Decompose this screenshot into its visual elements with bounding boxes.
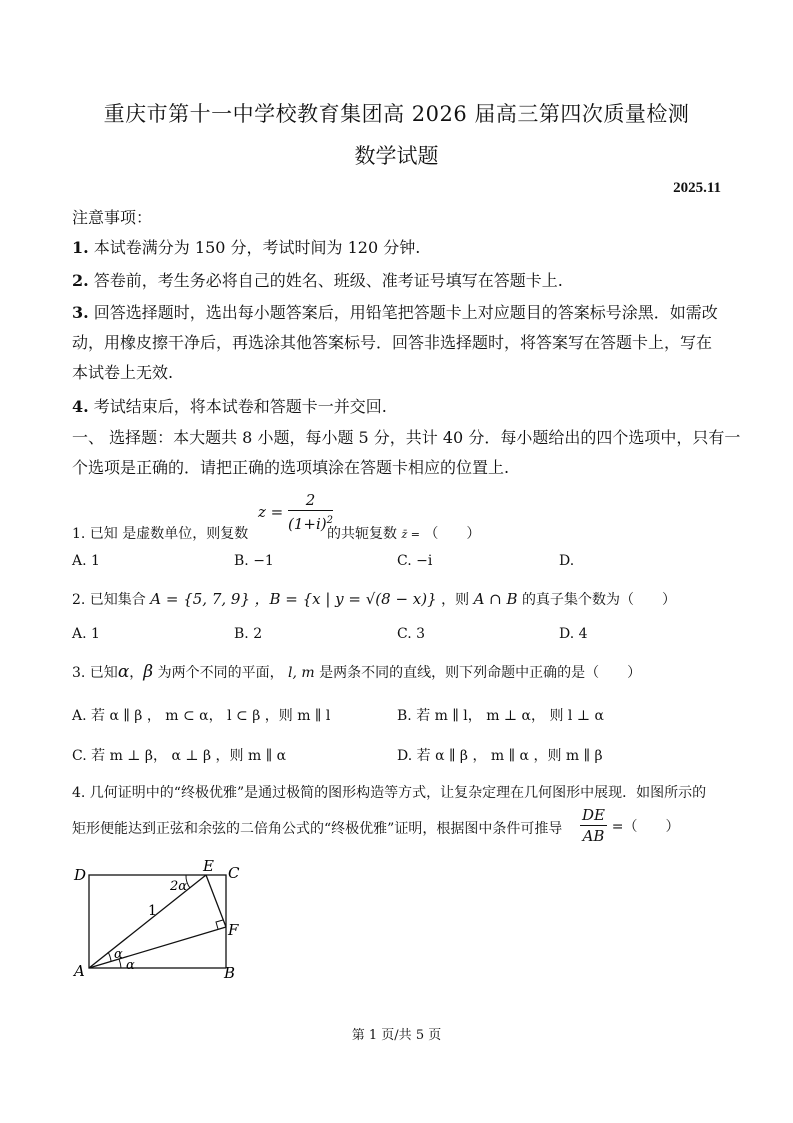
q1-option-d: D.: [559, 553, 575, 569]
q2-middle: ，则: [441, 592, 470, 608]
segment-ef: [206, 875, 226, 927]
exam-date: 2025.11: [673, 180, 721, 196]
label-b: B: [224, 964, 236, 982]
q3-option-d: D. 若 α ∥ β ， m ∥ α ，则 m ∥ β: [397, 748, 603, 764]
q1-formula: [258, 490, 333, 534]
label-e: E: [203, 858, 214, 875]
note-number: 2.: [72, 271, 89, 290]
label-c: C: [228, 864, 240, 882]
q1-den-base: (1+i): [288, 515, 327, 533]
segment-ae: [89, 875, 206, 968]
q2-intersection: A ∩ B: [473, 590, 518, 608]
note-item-3-line3: 本试卷上无效.: [72, 363, 174, 382]
q3-text-b: 为两个不同的平面，: [157, 665, 284, 681]
q3-option-a: A. 若 α ∥ β ， m ⊂ α， l ⊂ β ，则 m ∥ l: [72, 708, 331, 724]
label-alpha-2: α: [126, 958, 135, 973]
q3-option-c: C. 若 m ⊥ β， α ⊥ β ，则 m ∥ α: [72, 748, 287, 764]
q1-suffix: [327, 523, 480, 543]
q3-comma: ，: [129, 665, 144, 681]
geometry-figure: [66, 858, 256, 988]
q1-prefix: 1. 已知 是虚数单位，则复数: [72, 526, 249, 542]
label-d: D: [74, 866, 87, 884]
note-item-3-line2: 动，用橡皮擦干净后，再选涂其他答案标号．回答非选择题时，将答案写在答题卡上，写在: [72, 333, 713, 352]
q1-fraction-num: 2: [288, 490, 333, 511]
label-2alpha: 2α: [170, 879, 188, 894]
label-a: A: [74, 962, 85, 980]
notes-heading: 注意事项：: [72, 208, 153, 227]
note-item-3: [72, 298, 718, 327]
label-length-1: 1: [148, 903, 157, 919]
q3-text-c: 是两条不同的直线，则下列命题中正确的是（ ）: [319, 665, 642, 681]
q3-stem: [72, 662, 641, 682]
q2-option-c: C. 3: [397, 626, 426, 642]
q2-option-a: A. 1: [72, 626, 100, 642]
segment-af: [89, 927, 226, 968]
note-text: 答卷前，考生务必将自己的姓名、班级、准考证号填写在答题卡上.: [93, 271, 563, 290]
q3-lm: l, m: [288, 665, 315, 681]
q1-suffix-text: 的共轭复数: [327, 526, 397, 542]
note-item-1: [72, 233, 420, 262]
note-number: 1.: [72, 238, 89, 257]
q2-option-b: B. 2: [234, 626, 263, 642]
q1-den-exp: 2: [326, 515, 334, 526]
q2-set-a: A = {5, 7, 9}: [150, 590, 250, 608]
q4-fraction-den: AB: [582, 827, 605, 845]
note-item-2: [72, 266, 563, 295]
exam-subtitle: 数学试题: [354, 144, 439, 168]
angle-arc-1: [108, 952, 111, 961]
q1-option-c: C. −i: [397, 553, 433, 569]
q4-fraction-num: DE: [582, 806, 605, 824]
q4-equals: =（ ）: [611, 818, 680, 835]
q3-text-a: 3. 已知: [72, 665, 118, 681]
label-alpha-1: α: [114, 947, 123, 962]
section-line-2: 个选项是正确的．请把正确的选项填涂在答题卡相应的位置上.: [72, 458, 510, 477]
label-f: F: [228, 921, 239, 939]
q2-prefix: 2. 已知集合: [72, 592, 146, 608]
q2-suffix: 的真子集个数为（ ）: [522, 592, 676, 608]
q4-fraction-wrap: [580, 805, 680, 846]
q1-option-a: A. 1: [72, 553, 100, 569]
q1-option-b: B. −1: [234, 553, 274, 569]
note-text: 本试卷满分为 150 分，考试时间为 120 分钟.: [93, 238, 421, 257]
q1-conj: z̄ =: [401, 528, 420, 541]
page-footer: 第 1 页/共 5 页: [351, 1028, 442, 1043]
exam-title: 重庆市第十一中学校教育集团高 2026 届高三第四次质量检测: [103, 102, 690, 126]
q4-line-1: 4. 几何证明中的“终极优雅”是通过极简的图形构造等方式，让复杂定理在几何图形中展现．如图所示的: [72, 785, 707, 801]
note-item-4: [72, 392, 387, 421]
q4-line-2: 矩形便能达到正弦和余弦的二倍角公式的“终极优雅”证明，根据图中条件可推导: [72, 821, 563, 837]
q2-option-d: D. 4: [559, 626, 588, 642]
q2-set-b: ，B = {x | y = √(8 − x)}: [254, 590, 437, 608]
note-number: 3.: [72, 303, 89, 322]
q2-line: [72, 588, 676, 609]
note-text-line: 回答选择题时，选出每小题答案后，用铅笔把答题卡上对应题目的答案标号涂黑．如需改: [93, 303, 718, 322]
q3-option-b: B. 若 m ∥ l， m ⊥ α， 则 l ⊥ α: [397, 708, 604, 724]
q3-beta: β: [143, 662, 154, 682]
q1-paren: （ ）: [424, 526, 481, 542]
q3-alpha: α: [117, 662, 130, 682]
q4-fraction: [580, 805, 607, 846]
note-text: 考试结束后，将本试卷和答题卡一并交回.: [93, 397, 387, 416]
section-line-1: 一、 选择题：本大题共 8 小题，每小题 5 分，共计 40 分．每小题给出的四个选项中，只有一: [72, 428, 741, 447]
q1-formula-lhs: z =: [258, 503, 284, 521]
note-number: 4.: [72, 397, 89, 416]
